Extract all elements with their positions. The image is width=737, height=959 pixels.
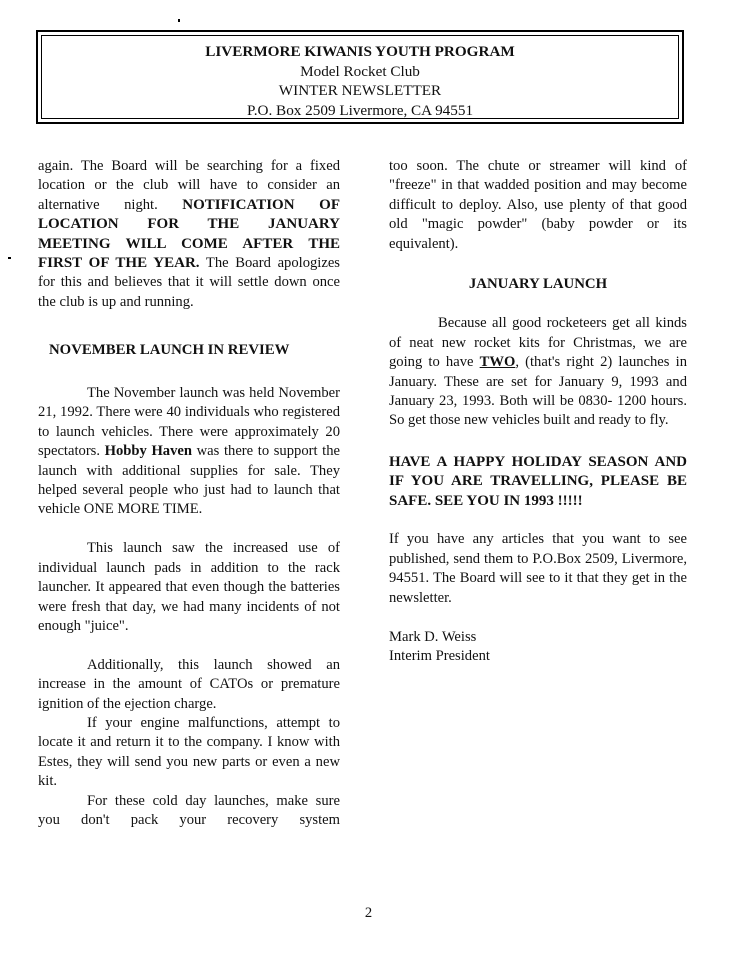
signature-block — [389, 628, 687, 667]
november-launch-paragraph-2: This launch saw the increased use of individual launch pads in addition to the rack launcher. It appeared that even though the batteries were fresh that day, we had many incidents of not enough "juice". — [38, 540, 340, 634]
newsletter-header-inner — [41, 35, 679, 119]
november-launch-paragraph-1 — [38, 384, 340, 520]
spacer — [389, 294, 687, 314]
articles-submission-note: If you have any articles that you want to see published, send them to P.O.Box 2509, Livermore, 94551. The Board will see to it that they get in the newsletter. — [389, 531, 687, 606]
november-launch-paragraph-5: For these cold day launches, make sure you don't pack your recovery system — [38, 792, 340, 828]
spacer — [389, 511, 687, 530]
november-p1-text-after: was there to support the launch with additional supplies for sale. They helped several people who just had to launch that vehicle ONE MORE TIME. — [38, 443, 340, 518]
signature-title: Interim President — [389, 647, 490, 664]
intro-paragraph — [38, 157, 340, 312]
january-launch-paragraph — [389, 314, 687, 430]
newsletter-header-box — [36, 30, 684, 124]
scan-speck — [8, 257, 11, 259]
spacer — [38, 312, 340, 331]
scan-speck — [178, 19, 180, 22]
two-launches-emphasis: TWO — [479, 354, 516, 371]
spacer — [38, 520, 340, 539]
november-launch-paragraph-3: Additionally, this launch showed an increase in the amount of CATOs or premature ignition of the ejection charge. — [38, 656, 340, 712]
mailing-address: P.O. Box 2509 Livermore, CA 94551 — [246, 101, 474, 119]
club-name: Model Rocket Club — [300, 62, 420, 80]
page-number: 2 — [364, 905, 373, 921]
holiday-message: HAVE A HAPPY HOLIDAY SEASON AND IF YOU ARE TRAVELLING, PLEASE BE SAFE. SEE YOU IN 1993 !!!!! — [389, 453, 687, 509]
spacer — [38, 360, 340, 384]
newsletter-edition: WINTER NEWSLETTER — [278, 82, 442, 99]
hobby-haven-sponsor: Hobby Haven — [104, 443, 192, 460]
signature-name: Mark D. Weiss — [389, 628, 477, 645]
spacer — [38, 636, 340, 655]
intro-text-before: again. The Board will be searching for a fixed location or the club will have to consider an alternative night. — [38, 158, 340, 213]
january-launch-heading: JANUARY LAUNCH — [468, 276, 608, 293]
january-text-after: , (that's right 2) launches in January. These are set for January 9, 1993 and January 23, 1993. Both will be 0830- 1200 hours. So get those new vehicles built and ready to fly. — [389, 354, 687, 429]
spacer — [389, 431, 687, 453]
right-column — [389, 157, 687, 666]
january-text-before: Because all good rocketeers get all kinds of neat new rocket kits for Christmas, we are going to have — [389, 315, 687, 371]
november-launch-paragraph-4: If your engine malfunctions, attempt to locate it and return it to the company. I know with Estes, they will send you new parts or even a new kit. — [38, 714, 340, 790]
spacer — [389, 608, 687, 627]
recovery-continuation-paragraph: too soon. The chute or streamer will kind of "freeze" in that wadded position and may become difficult to deploy. Also, use plenty of that good old "magic powder" (baby powder or its equivalent). — [389, 158, 687, 252]
spacer — [38, 332, 340, 341]
november-p1-text-before: The November launch was held November 21, 1992. There were 40 individuals who registered to launch vehicles. There were approximately 20 spectators. — [38, 385, 340, 460]
meeting-location-notice: NOTIFICATION OF LOCATION FOR THE JANUARY MEETING WILL COME AFTER THE FIRST OF THE YEAR. — [38, 196, 340, 272]
left-column — [38, 157, 340, 830]
november-launch-heading: NOVEMBER LAUNCH IN REVIEW — [49, 341, 290, 358]
program-title: LIVERMORE KIWANIS YOUTH PROGRAM — [205, 43, 515, 60]
intro-text-after: The Board apologizes for this and believes that it will settle down once the club is up and running. — [38, 255, 340, 310]
spacer — [389, 254, 687, 275]
